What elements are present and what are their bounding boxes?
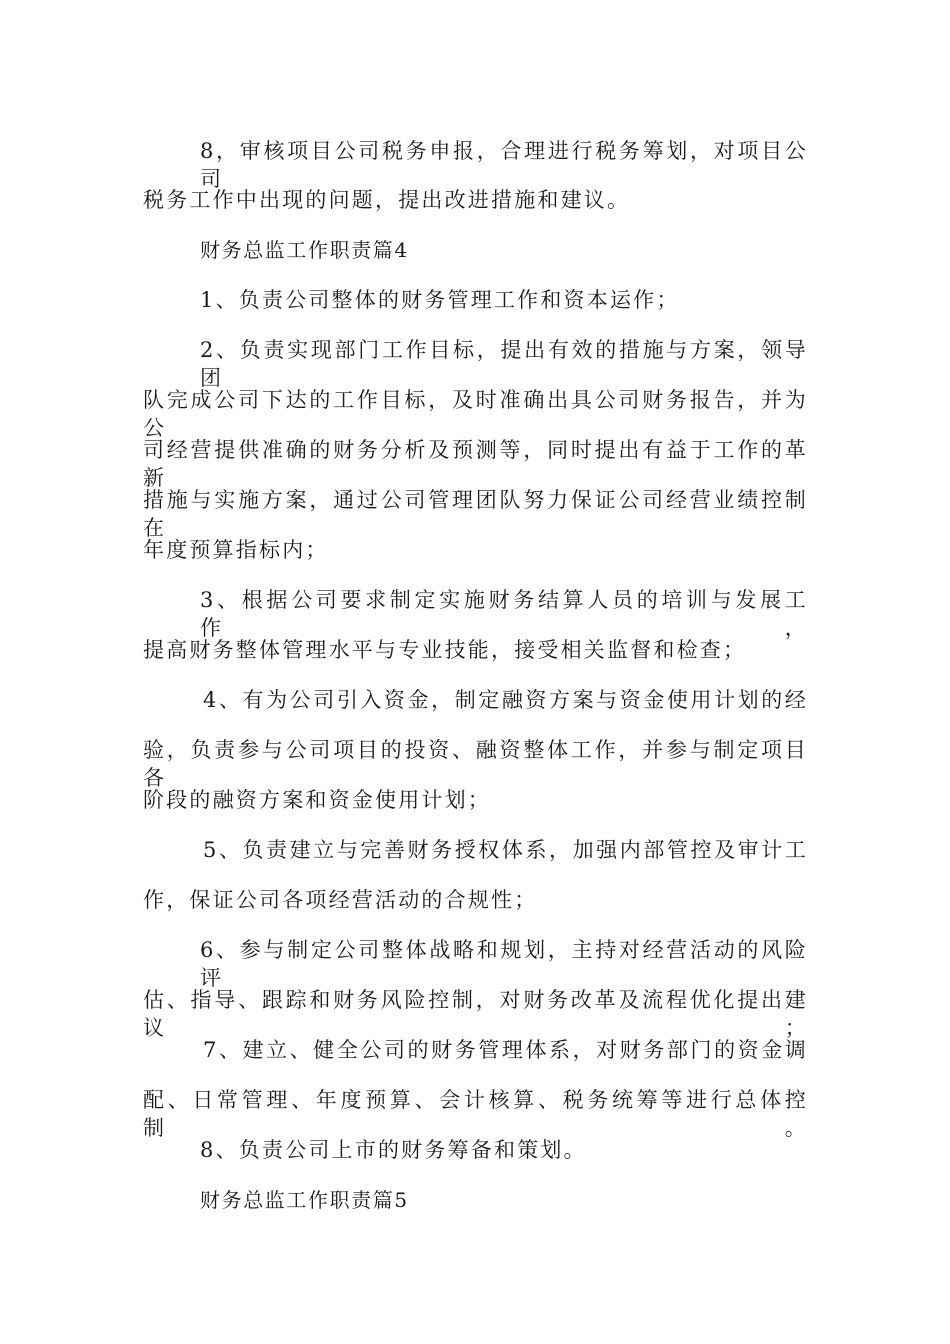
item-2-line-1: 2、负责实现部门工作目标，提出有效的措施与方案，领导团 <box>200 338 808 390</box>
item-2-line-3: 司经营提供准确的财务分析及预测等，同时提出有益于工作的革新 <box>143 438 808 490</box>
item-7-line-1: 7、建立、健全公司的财务管理体系，对财务部门的资金调 <box>203 1038 808 1062</box>
item-2-line-4: 措施与实施方案，通过公司管理团队努力保证公司经营业绩控制在 <box>143 488 808 540</box>
paragraph-8-line-2: 税务工作中出现的问题，提出改进措施和建议。 <box>143 188 631 212</box>
item-8: 8、负责公司上市的财务筹备和策划。 <box>200 1138 587 1162</box>
paragraph-8-line-1: 8，审核项目公司税务申报，合理进行税务筹划，对项目公司 <box>200 139 808 191</box>
item-5-line-1: 5、负责建立与完善财务授权体系，加强内部管控及审计工 <box>203 838 808 862</box>
section-heading-4: 财务总监工作职责篇4 <box>200 238 409 262</box>
item-5-line-2: 作，保证公司各项经营活动的合规性； <box>143 888 538 912</box>
item-2-line-2: 队完成公司下达的工作目标，及时准确出具公司财务报告，并为公 <box>143 388 808 440</box>
item-4-line-2: 验，负责参与公司项目的投资、融资整体工作，并参与制定项目各 <box>143 738 808 790</box>
item-2-line-5: 年度预算指标内； <box>143 538 329 562</box>
item-3-line-1: 3、根据公司要求制定实施财务结算人员的培训与发展工作， <box>200 588 808 640</box>
item-6-line-1: 6、参与制定公司整体战略和规划，主持对经营活动的风险评 <box>200 938 808 990</box>
item-4-line-1: 4、有为公司引入资金，制定融资方案与资金使用计划的经 <box>203 688 808 712</box>
item-3-line-2: 提高财务整体管理水平与专业技能，接受相关监督和检查； <box>143 638 747 662</box>
item-6-line-2: 估、指导、跟踪和财务风险控制，对财务改革及流程优化提出建议； <box>143 988 808 1040</box>
item-1: 1、负责公司整体的财务管理工作和资本运作； <box>200 288 680 312</box>
item-7-line-2: 配、日常管理、年度预算、会计核算、税务统筹等进行总体控制。 <box>143 1088 808 1140</box>
section-heading-5: 财务总监工作职责篇5 <box>200 1188 409 1212</box>
item-4-line-3: 阶段的融资方案和资金使用计划； <box>143 788 491 812</box>
